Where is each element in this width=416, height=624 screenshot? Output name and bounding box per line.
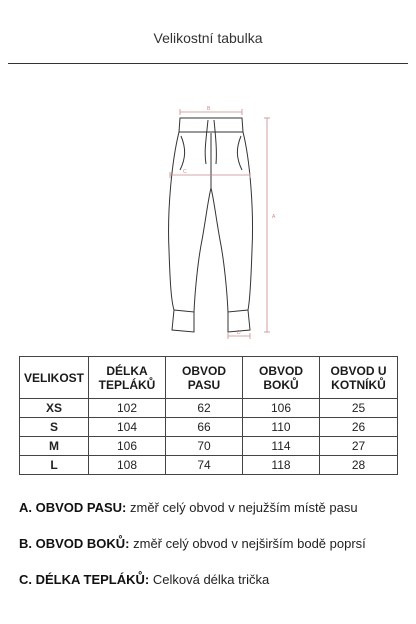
note-text: Celková délka trička [149, 572, 270, 587]
cell-boky: 118 [243, 456, 320, 475]
cell-size: S [20, 418, 89, 437]
note-delka-tepláku [19, 572, 269, 587]
note-obvod-boku [19, 536, 366, 551]
cell-kotniky: 28 [320, 456, 398, 475]
left-leg-outline [169, 132, 211, 312]
right-cuff [228, 310, 250, 332]
pocket-right [237, 136, 242, 170]
cell-size: XS [20, 399, 89, 418]
drawstring-left [205, 120, 208, 164]
header-obvod-boku: OBVOD BOKŮ [243, 357, 320, 399]
header-delka: DÉLKA TEPLÁKŮ [89, 357, 166, 399]
diagram-label-b: B [207, 106, 211, 112]
table-row [20, 399, 398, 418]
cell-pas: 70 [166, 437, 243, 456]
table-row [20, 437, 398, 456]
note-key: A. OBVOD PASU: [19, 500, 127, 515]
pocket-left [180, 136, 185, 170]
pants-diagram [150, 100, 290, 340]
cell-delka: 108 [89, 456, 166, 475]
right-leg-outline [211, 132, 253, 312]
note-obvod-pasu [19, 500, 358, 515]
note-text: změř celý obvod v nejužším místě pasu [126, 500, 358, 515]
cell-delka: 102 [89, 399, 166, 418]
note-key: C. DÉLKA TEPLÁKŮ: [19, 572, 150, 587]
cell-size: L [20, 456, 89, 475]
cell-boky: 114 [243, 437, 320, 456]
page-title: Velikostní tabulka [153, 30, 263, 46]
cell-size: M [20, 437, 89, 456]
cell-delka: 104 [89, 418, 166, 437]
diagram-label-d: D [237, 330, 241, 336]
cell-kotniky: 25 [320, 399, 398, 418]
diagram-label-a: A [272, 214, 276, 220]
header-velikost: VELIKOST [20, 357, 89, 399]
cell-pas: 74 [166, 456, 243, 475]
cell-boky: 106 [243, 399, 320, 418]
cell-boky: 110 [243, 418, 320, 437]
drawstring-right [214, 120, 216, 164]
cell-delka: 106 [89, 437, 166, 456]
title-divider [8, 63, 408, 64]
cell-pas: 66 [166, 418, 243, 437]
cell-pas: 62 [166, 399, 243, 418]
table-row [20, 418, 398, 437]
note-key: B. OBVOD BOKŮ: [19, 536, 130, 551]
pants-illustration [150, 100, 290, 340]
note-text: změř celý obvod v nejširším bodě poprsí [129, 536, 366, 551]
cell-kotniky: 26 [320, 418, 398, 437]
header-obvod-pasu: OBVOD PASU [166, 357, 243, 399]
diagram-label-c: C [183, 169, 187, 175]
waistband-outline [179, 118, 243, 132]
table-row [20, 456, 398, 475]
left-cuff [172, 310, 194, 332]
header-obvod-kotniku: OBVOD U KOTNÍKŮ [320, 357, 398, 399]
cell-kotniky: 27 [320, 437, 398, 456]
table-header-row [20, 357, 398, 399]
size-table [19, 356, 398, 475]
